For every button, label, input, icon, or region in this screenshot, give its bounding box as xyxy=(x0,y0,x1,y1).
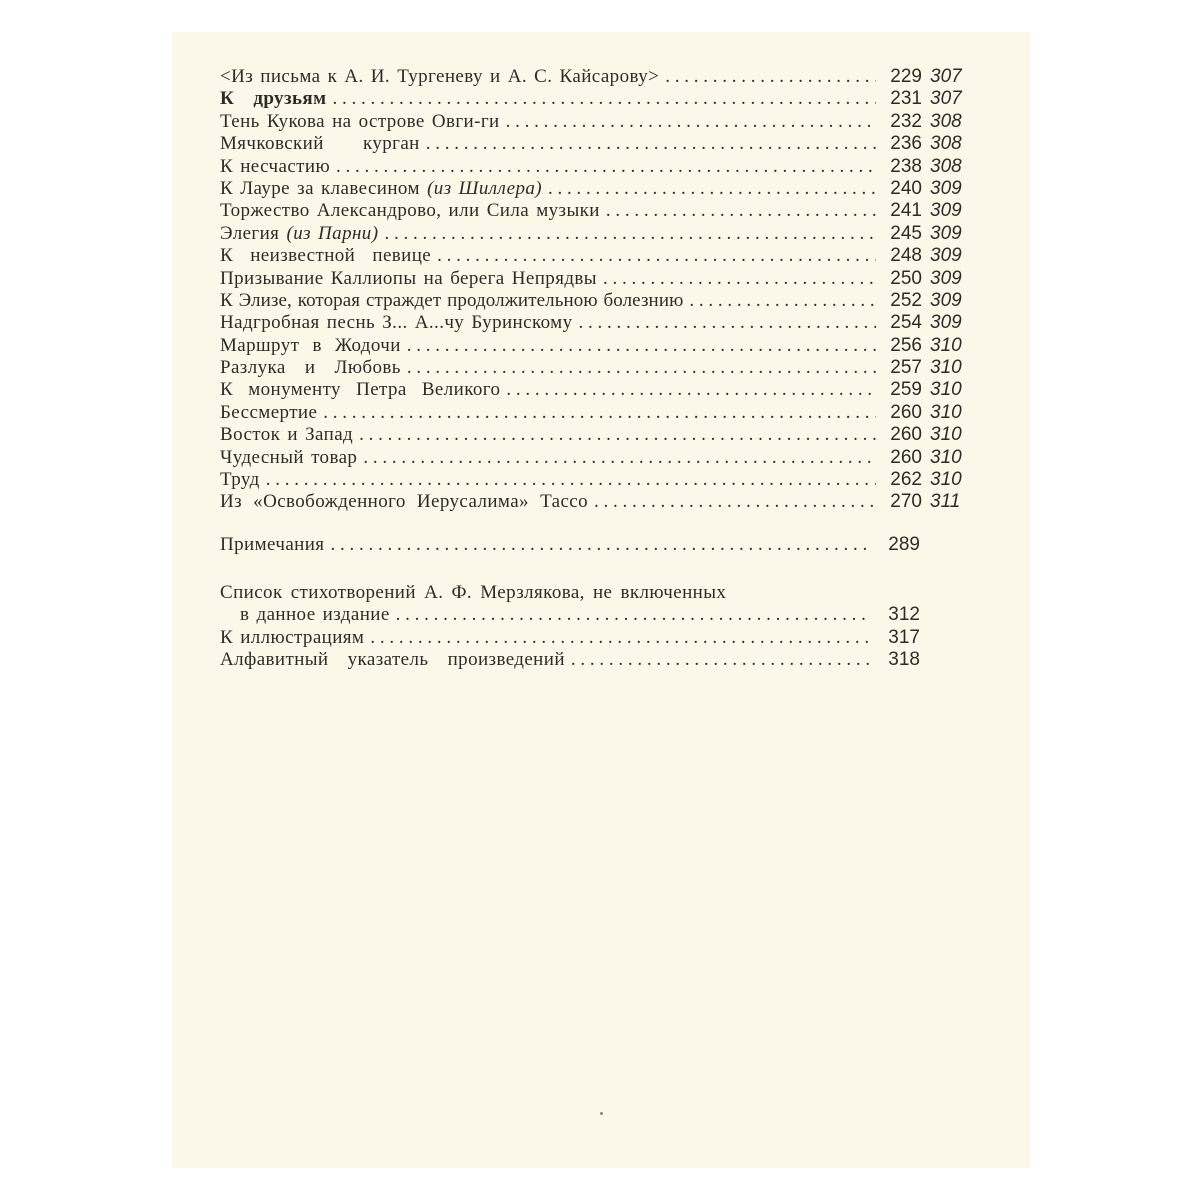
entry-title: <Из письма к А. И. Тургеневу и А. С. Кайсарову> xyxy=(220,66,660,87)
toc-entry xyxy=(220,469,980,491)
toc-entry xyxy=(220,156,980,178)
toc-entry xyxy=(220,491,980,513)
entry-note-page: 310 xyxy=(930,469,962,491)
entry-title xyxy=(220,223,378,245)
toc-entry xyxy=(220,424,980,446)
entry-title: Труд xyxy=(220,469,260,491)
entry-note-page: 307 xyxy=(930,66,962,87)
toc-entry xyxy=(220,223,980,245)
entry-page: 250 xyxy=(890,267,922,289)
entry-page: 240 xyxy=(890,177,922,199)
entry-title: К несчастию xyxy=(220,155,331,177)
entry-page: 229 xyxy=(890,66,922,87)
toc-entry xyxy=(220,245,980,267)
dot-leader xyxy=(597,268,876,290)
toc-entry xyxy=(220,178,980,200)
entry-note-page: 309 xyxy=(930,267,962,289)
entry-note-page: 310 xyxy=(930,357,962,379)
entry-title: К монументу Петра Великого xyxy=(220,379,501,401)
entry-note-page: 309 xyxy=(930,312,962,334)
illustrations-entry xyxy=(220,627,920,649)
entry-title: К друзьям xyxy=(220,88,327,110)
entry-subtitle: (из Шиллера) xyxy=(427,177,542,199)
notes-entry xyxy=(220,534,920,556)
print-speck xyxy=(600,1112,603,1115)
dot-leader xyxy=(317,402,876,424)
notes-page: 289 xyxy=(888,533,920,555)
entry-note-page: 309 xyxy=(930,222,962,244)
dot-leader xyxy=(324,534,872,556)
dot-leader xyxy=(500,379,876,401)
toc-entry xyxy=(220,88,980,110)
entry-note-page: 310 xyxy=(930,446,962,468)
toc-entry xyxy=(220,379,980,401)
entry-title: К Элизе, которая страждет продолжительною болезнию xyxy=(220,289,684,311)
dot-leader xyxy=(378,223,876,245)
entry-note-page: 309 xyxy=(930,245,962,267)
entry-page: 260 xyxy=(890,446,922,468)
dot-leader xyxy=(401,357,876,379)
toc-entry xyxy=(220,111,980,133)
dot-leader xyxy=(588,491,876,513)
toc-entry xyxy=(220,66,980,88)
illustrations-page: 317 xyxy=(888,626,920,648)
omitted-poems-entry xyxy=(220,604,920,626)
dot-leader xyxy=(357,447,876,469)
dot-leader xyxy=(353,424,876,446)
entry-subtitle: (из Парни) xyxy=(286,222,379,244)
dot-leader xyxy=(420,133,876,155)
dot-leader xyxy=(573,312,877,334)
section-gap xyxy=(220,556,980,582)
entry-page: 262 xyxy=(890,469,922,491)
entry-page: 241 xyxy=(890,200,922,222)
dot-leader xyxy=(260,469,876,491)
toc-entry xyxy=(220,268,980,290)
book-page xyxy=(172,32,1030,1168)
entry-page: 254 xyxy=(890,312,922,334)
entry-page: 259 xyxy=(890,379,922,401)
entry-page: 256 xyxy=(890,334,922,356)
entry-title: Бессмертие xyxy=(220,401,318,423)
entry-note-page: 309 xyxy=(930,200,962,222)
entry-title: Надгробная песнь З... А...чу Буринскому xyxy=(220,312,573,334)
entry-title: К неизвестной певице xyxy=(220,245,432,267)
entry-title: Маршрут в Жодочи xyxy=(220,334,401,356)
toc-entry xyxy=(220,335,980,357)
entry-note-page: 311 xyxy=(930,491,961,513)
entry-page: 260 xyxy=(890,424,922,446)
entry-title-text: Элегия xyxy=(220,222,280,244)
entry-title: Из «Освобожденного Иерусалима» Тассо xyxy=(220,491,589,513)
entry-title: Тень Кукова на острове Овги-ги xyxy=(220,110,500,132)
dot-leader xyxy=(330,156,876,178)
dot-leader xyxy=(659,66,876,88)
toc-entry xyxy=(220,200,980,222)
dot-leader xyxy=(565,649,872,671)
omitted-poems-page: 312 xyxy=(888,604,920,626)
toc-entry xyxy=(220,133,980,155)
entry-note-page: 308 xyxy=(930,110,962,132)
entry-page: 236 xyxy=(890,133,922,155)
entry-title: Чудесный товар xyxy=(220,446,358,468)
dot-leader xyxy=(401,335,876,357)
index-title: Алфавитный указатель произведений xyxy=(220,648,565,670)
entry-note-page: 309 xyxy=(930,289,962,311)
entry-page: 231 xyxy=(890,88,922,110)
entry-note-page: 308 xyxy=(930,155,962,177)
omitted-poems-title-line2: в данное издание xyxy=(240,604,390,626)
table-of-contents xyxy=(220,66,980,671)
entry-title: Восток и Запад xyxy=(220,424,354,446)
entry-note-page: 310 xyxy=(930,424,962,446)
entry-page: 270 xyxy=(890,491,922,513)
entry-page: 232 xyxy=(890,110,922,132)
entry-page: 245 xyxy=(890,222,922,244)
entry-page: 257 xyxy=(890,357,922,379)
entry-title-text: К Лауре за клавесином xyxy=(220,177,420,199)
entry-note-page: 310 xyxy=(930,334,962,356)
entry-title: Мячковский курган xyxy=(220,133,420,155)
entry-note-page: 308 xyxy=(930,133,962,155)
notes-title: Примечания xyxy=(220,533,325,555)
entry-title: Торжество Александрово, или Сила музыки xyxy=(220,200,600,222)
toc-entry xyxy=(220,447,980,469)
dot-leader xyxy=(364,627,872,649)
toc-entry xyxy=(220,402,980,424)
entry-page: 248 xyxy=(890,245,922,267)
dot-leader xyxy=(600,200,876,222)
dot-leader xyxy=(390,604,872,626)
dot-leader xyxy=(542,178,876,200)
dot-leader xyxy=(326,88,876,110)
toc-entry xyxy=(220,357,980,379)
entry-title: Призывание Каллиопы на берега Непрядвы xyxy=(220,267,597,289)
entry-note-page: 310 xyxy=(930,379,962,401)
dot-leader xyxy=(500,111,876,133)
entry-page: 252 xyxy=(890,289,922,311)
entry-note-page: 307 xyxy=(930,88,962,110)
dot-leader xyxy=(683,290,876,312)
toc-entry xyxy=(220,290,980,312)
section-gap xyxy=(220,514,980,534)
illustrations-title: К иллюстрациям xyxy=(220,626,365,648)
omitted-poems-title-line1: Список стихотворений А. Ф. Мерзлякова, не включенных xyxy=(220,582,727,604)
index-entry xyxy=(220,649,920,671)
entry-title xyxy=(220,178,542,200)
toc-entry xyxy=(220,312,980,334)
dot-leader xyxy=(431,245,876,267)
entry-note-page: 310 xyxy=(930,401,962,423)
entry-page: 238 xyxy=(890,155,922,177)
entry-title: Разлука и Любовь xyxy=(220,357,401,379)
index-page: 318 xyxy=(888,648,920,670)
entry-note-page: 309 xyxy=(930,177,962,199)
entry-page: 260 xyxy=(890,401,922,423)
